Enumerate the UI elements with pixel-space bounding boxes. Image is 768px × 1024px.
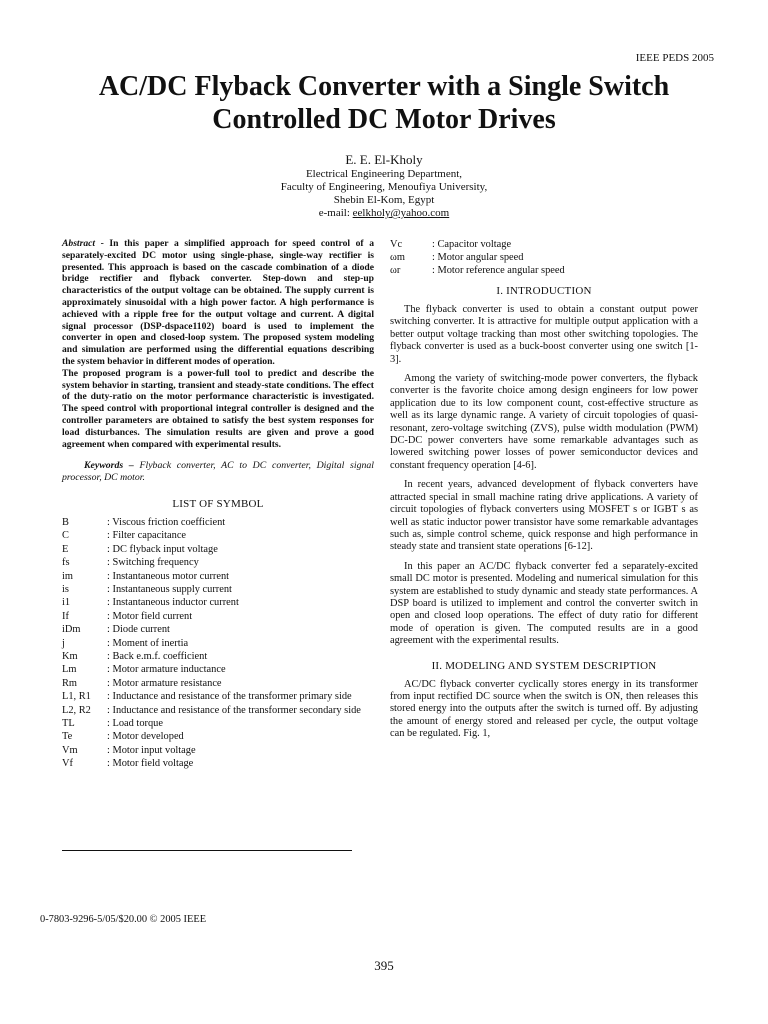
symbol-name: Vc <box>390 239 403 250</box>
symbol-description: : Motor reference angular speed <box>432 265 565 276</box>
symbol-name: ωr <box>390 265 401 276</box>
symbol-row <box>62 556 374 569</box>
symbol-name: Te <box>62 731 73 743</box>
symbol-row <box>62 583 374 596</box>
symbol-row <box>62 717 374 730</box>
symbol-description: : Filter capacitance <box>107 530 187 542</box>
symbol-name: E <box>62 543 69 555</box>
symbol-row <box>62 744 374 757</box>
symbol-row <box>62 529 374 542</box>
author-name: E. E. El-Kholy <box>345 152 423 167</box>
symbol-description: : DC flyback input voltage <box>107 543 218 555</box>
symbol-row <box>62 690 374 703</box>
keywords <box>62 460 374 484</box>
abstract-paragraph-2: The proposed program is a power-full tool to predict and describe the system behavior in starting, transient and steady-state conditions. The effect of the duty-ratio on the motor performance characteristic is investigated. The speed control with proportional integral controller is designed and the controller parameters are obtained to satisfy the best system responses for load disturbances. The simulation results are given and prove a good agreement when compared with experimental results. <box>62 367 374 450</box>
email-label: e-mail: <box>318 207 353 219</box>
symbol-row <box>62 596 374 609</box>
symbol-name: j <box>62 637 65 649</box>
symbol-name: Lm <box>62 664 77 676</box>
symbol-row <box>62 543 374 556</box>
symbol-name: If <box>62 610 69 622</box>
symbol-name: is <box>62 583 69 595</box>
symbol-description: : Motor angular speed <box>432 252 524 263</box>
body-paragraph: In this paper an AC/DC flyback converter fed a separately-excited small DC motor is presented. Modeling and numerical simulation for this system are established to study dynamic and steady state performances. A DSP board is utilized to implement and control the converter switch in open and closed loop operations. The effect of duty ratio for different mode of operation is given. The computed results are in a good agreement with the experimental results. <box>390 560 698 647</box>
symbol-row <box>62 610 374 623</box>
symbol-description: : Inductance and resistance of the transformer secondary side <box>107 704 361 716</box>
symbol-description: : Motor developed <box>107 731 184 743</box>
affiliation-line: Shebin El-Kom, Egypt <box>333 194 435 206</box>
symbol-list-heading: LIST OF SYMBOL <box>172 497 264 510</box>
symbol-row <box>62 637 374 650</box>
symbol-description: : Instantaneous motor current <box>107 570 230 582</box>
symbol-description: : Instantaneous inductor current <box>107 597 239 609</box>
symbol-row <box>390 264 698 277</box>
body-paragraph: The flyback converter is used to obtain a constant output power switching converter. It is attractive for multiple output application with a better output voltage tracking than most other switching topologies. The flyback converter is used as a buck-boost converter using one switch [1-3]. <box>390 304 698 365</box>
symbol-name: B <box>62 516 69 528</box>
symbol-list-continued <box>390 238 698 277</box>
affiliation-line: Faculty of Engineering, Menoufiya University, <box>280 181 488 193</box>
symbol-row <box>390 238 698 251</box>
symbol-name: C <box>62 530 69 542</box>
symbol-description: : Switching frequency <box>107 557 199 569</box>
symbol-row <box>62 650 374 663</box>
symbol-row <box>62 730 374 743</box>
abstract-paragraph-1 <box>62 238 374 368</box>
abstract-label: Abstract <box>62 238 96 249</box>
author-affiliation <box>0 168 768 220</box>
body-paragraph: Among the variety of switching-mode power converters, the flyback converter is the favorite choice among design engineers for low power application due to its low component count, cost-effective structure as well as its large dynamic range. A variety of circuit topologies of quasi-resonant, zero-voltage switching (ZVS), pulse width modulation (PWM) DC-DC power converters have some remarkable advantages such as lowered switching power losses of power semiconductor devices and constant frequency operation [4-6]. <box>390 373 698 471</box>
body-paragraph: AC/DC flyback converter cyclically stores energy in its transformer from input rectified DC source when the switch is ON, then releases this stored energy into the outputs after the switch is turned off. By adjusting the amount of energy stored and released per cycle, the output voltage can be regulated. Fig. 1, <box>390 678 698 740</box>
title-line-1: AC/DC Flyback Converter with a Single Switch <box>98 71 670 102</box>
body-paragraph: In recent years, advanced development of flyback converters have attracted special in small machine rating drive applications. A variety of circuit topologies of flyback converters using MOSFET s or IGBT s as well as static inductor power transistor have some remarkable advantages such as, simple control scheme, quick response and high performance in steady state and transient state operations [6-12]. <box>390 479 698 553</box>
symbol-name: i1 <box>62 597 71 609</box>
symbol-row <box>62 570 374 583</box>
symbol-row <box>62 623 374 636</box>
footnote-rule <box>62 850 352 851</box>
symbol-row <box>62 704 374 717</box>
symbol-name: L1, R1 <box>62 691 91 703</box>
symbol-name: fs <box>62 557 70 569</box>
right-column <box>390 238 698 741</box>
symbol-description: : Viscous friction coefficient <box>107 516 226 528</box>
symbol-description: : Inductance and resistance of the transformer primary side <box>107 691 352 703</box>
symbol-description: : Motor armature inductance <box>107 664 226 676</box>
symbol-list <box>62 516 374 771</box>
keywords-text: Flyback converter, AC to DC converter, Digital signal processor, DC motor. <box>62 460 374 484</box>
email-link[interactable]: eelkholy@yahoo.com <box>352 207 450 219</box>
conference-header: IEEE PEDS 2005 <box>635 52 714 64</box>
symbol-name: Vm <box>62 744 78 756</box>
symbol-description: : Motor input voltage <box>107 744 196 756</box>
symbol-row <box>62 663 374 676</box>
symbol-name: Km <box>62 651 78 662</box>
left-column <box>62 238 374 771</box>
symbol-row <box>62 677 374 690</box>
symbol-description: : Moment of inertia <box>107 637 189 649</box>
symbol-name: Vf <box>62 758 73 770</box>
symbol-description: : Load torque <box>107 718 163 730</box>
abstract-text-1: - In this paper a simplified approach for speed control of a separately-excited DC motor using single-phase, single-way rectifier is presented. This approach is based on the cascade combination of a diode bridge rectifier and flyback converter. Step-down and step-up characteristics of the output voltage can be obtained. The supply current is approximately sinusoidal with a high power factor. A high performance is achieved with a ripple free for the output voltage and current. A digital signal processor (DSP-dspace1102) board is used to implement the converter in open and closed-loop system. The proposed system modeling and simulation are performed using the differential equations describing the system behavior in different modes of operation. <box>62 238 374 367</box>
symbol-row <box>62 516 374 529</box>
symbol-description: : Back e.m.f. coefficient <box>107 651 208 662</box>
symbol-name: TL <box>62 718 75 730</box>
paper-title <box>0 70 768 136</box>
page-number: 395 <box>374 958 394 973</box>
symbol-description: : Motor field current <box>107 610 193 622</box>
keywords-label: Keywords – <box>84 460 134 472</box>
symbol-row <box>390 251 698 264</box>
symbol-description: : Motor field voltage <box>107 758 194 770</box>
section-heading-introduction: I. INTRODUCTION <box>496 285 592 297</box>
copyright-notice: 0-7803-9296-5/05/$20.00 © 2005 IEEE <box>40 914 207 925</box>
title-line-2: Controlled DC Motor Drives <box>212 104 556 135</box>
email-line <box>0 207 768 220</box>
symbol-name: ωm <box>390 252 405 263</box>
symbol-description: : Capacitor voltage <box>432 239 512 250</box>
symbol-name: Rm <box>62 677 78 689</box>
symbol-name: L2, R2 <box>62 704 91 716</box>
symbol-name: im <box>62 570 73 582</box>
symbol-description: : Instantaneous supply current <box>107 583 232 595</box>
symbol-description: : Diode current <box>107 624 170 636</box>
symbol-description: : Motor armature resistance <box>107 677 222 689</box>
symbol-row <box>62 757 374 770</box>
affiliation-line: Electrical Engineering Department, <box>305 168 463 180</box>
section-heading-modeling: II. MODELING AND SYSTEM DESCRIPTION <box>431 659 657 672</box>
symbol-name: iDm <box>62 624 81 636</box>
